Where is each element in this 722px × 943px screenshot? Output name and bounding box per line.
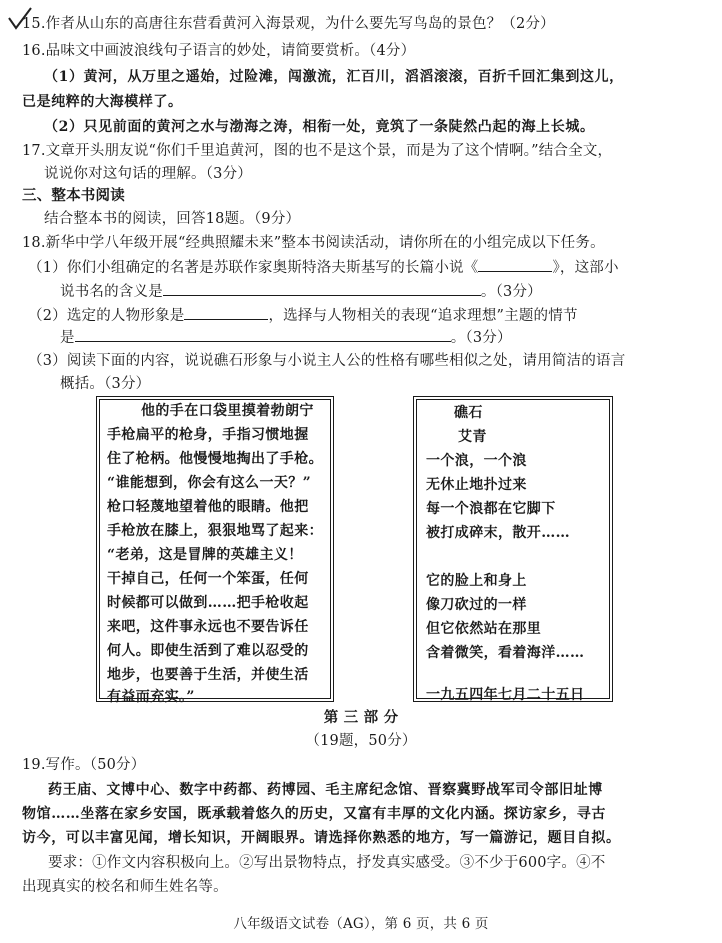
- question-16-sentence-1-cont: 已是纯粹的大海模样了。: [22, 94, 183, 110]
- excerpt-line: 何人。即使生活到了难以忍受的: [107, 643, 309, 659]
- excerpt-line: 时候都可以做到……把手枪收起: [107, 595, 309, 611]
- question-18-3: （3）阅读下面的内容，说说礁石形象与小说主人公的性格有哪些相似之处，请用简洁的语言: [28, 353, 626, 369]
- q18-2b-text: 是: [60, 330, 75, 346]
- question-18: 18.新华中学八年级开展“经典照耀未来”整本书阅读活动，请你所在的小组完成以下任务。: [22, 235, 605, 251]
- question-17-cont: 说说你对这句话的理解。（3分）: [44, 166, 252, 182]
- question-18-2: [28, 305, 578, 326]
- q18-2-text: （2）选定的人物形象是: [28, 308, 185, 324]
- question-18-3-cont: 概括。（3分）: [60, 376, 151, 392]
- excerpt-line: 地步，也要善于生活，并使生活: [107, 667, 309, 683]
- section-3-title: 三、整本书阅读: [22, 188, 125, 204]
- section-3-description: 结合整本书的阅读，回答18题。（9分）: [44, 211, 301, 227]
- poem-date: 一九五四年七月二十五日: [426, 687, 585, 703]
- question-17: 17.文章开头朋友说“你们千里追黄河，图的也不是这个景，而是为了这个情啊。”结合全文，: [22, 143, 613, 159]
- excerpt-line: 手枪扁平的枪身，手指习惯地握: [107, 427, 309, 443]
- question-16-sentence-1: （1）黄河，从万里之遥始，过险滩，闯激流，汇百川，滔滔滚滚，百折千回汇集到这儿，: [44, 69, 624, 85]
- excerpt-line: 手枪放在膝上，狠狠地骂了起来：: [107, 523, 323, 539]
- excerpt-line: 枪口轻蔑地望着他的眼睛。他把: [107, 499, 309, 515]
- poem-line: 一个浪，一个浪: [426, 453, 527, 469]
- q18-2-text-end: ，选择与人物相关的表现“追求理想”主题的情节: [268, 308, 578, 324]
- book-title-blank[interactable]: [478, 257, 552, 272]
- novel-excerpt-box: [96, 396, 334, 705]
- question-18-1-cont: [60, 281, 542, 302]
- excerpt-line: “谁能想到，你会有这么一天？”: [107, 475, 312, 491]
- poem-line: 像刀砍过的一样: [426, 597, 527, 613]
- poem-line: 它的脸上和身上: [426, 573, 527, 589]
- q18-2b-score: 。（3分）: [450, 330, 512, 346]
- poem-line: 被打成碎末，散开……: [426, 525, 570, 541]
- writing-prompt-line: 访今，可以丰富见闻，增长知识，开阔眼界。请选择你熟悉的地方，写一篇游记，题目自拟。: [22, 830, 621, 846]
- question-18-1: [28, 257, 619, 278]
- part-3-subtitle: （19题，50分）: [305, 733, 417, 749]
- part-3-title: 第 三 部 分: [323, 710, 399, 726]
- excerpt-line: 他的手在口袋里摸着勃朗宁: [141, 403, 314, 419]
- q18-1b-score: 。（3分）: [480, 284, 542, 300]
- question-16-sentence-2: （2）只见前面的黄河之水与渤海之涛，相衔一处，竟筑了一条陡然凸起的海上长城。: [44, 119, 595, 135]
- poem-title: 礁石: [454, 405, 483, 421]
- poem-line: 每一个浪都在它脚下: [426, 501, 556, 517]
- writing-requirements: 要求：①作文内容积极向上。②写出景物特点，抒发真实感受。③不少于600字。④不: [48, 855, 606, 871]
- page-footer: 八年级语文试卷（AG），第 6 页，共 6 页: [233, 916, 489, 932]
- question-18-2-cont: [60, 327, 512, 348]
- poem-box: [413, 396, 613, 702]
- title-meaning-blank[interactable]: [163, 281, 481, 296]
- excerpt-line: 有益而充实。”: [107, 689, 195, 705]
- excerpt-line: 干掉自己，任何一个笨蛋，任何: [107, 571, 309, 587]
- plot-blank[interactable]: [75, 327, 451, 342]
- writing-prompt-line: 药王庙、文博中心、数字中药都、药博园、毛主席纪念馆、晋察冀野战军司令部旧址博: [48, 782, 603, 798]
- question-15: 15.作者从山东的高唐往东营看黄河入海景观，为什么要先写鸟岛的景色？（2分）: [22, 16, 555, 32]
- q18-1b-text: 说书名的含义是: [60, 284, 163, 300]
- writing-requirements-cont: 出现真实的校名和师生姓名等。: [22, 879, 228, 895]
- poem-line: 但它依然站在那里: [426, 621, 542, 637]
- question-19: 19.写作。（50分）: [22, 757, 146, 773]
- excerpt-line: “老弟，这是冒牌的英雄主义！: [107, 547, 303, 563]
- poem-author: 艾青: [458, 429, 487, 445]
- writing-prompt-line: 物馆……坐落在家乡安国，既承载着悠久的历史，又富有丰厚的文化内涵。探访家乡，寻古: [22, 806, 606, 822]
- question-16: 16.品味文中画波浪线句子语言的妙处，请简要赏析。（4分）: [22, 43, 416, 59]
- q18-1-text: （1）你们小组确定的名著是苏联作家奥斯特洛夫斯基写的长篇小说《: [28, 260, 479, 276]
- excerpt-line: 住了枪柄。他慢慢地掏出了手枪。: [107, 451, 323, 467]
- q18-1-text-end: 》，这部小: [552, 260, 619, 276]
- character-blank[interactable]: [184, 305, 268, 320]
- excerpt-line: 来吧，这件事永远也不要告诉任: [107, 619, 309, 635]
- poem-line: 无休止地扑过来: [426, 477, 527, 493]
- poem-line: 含着微笑，看着海洋……: [426, 645, 585, 661]
